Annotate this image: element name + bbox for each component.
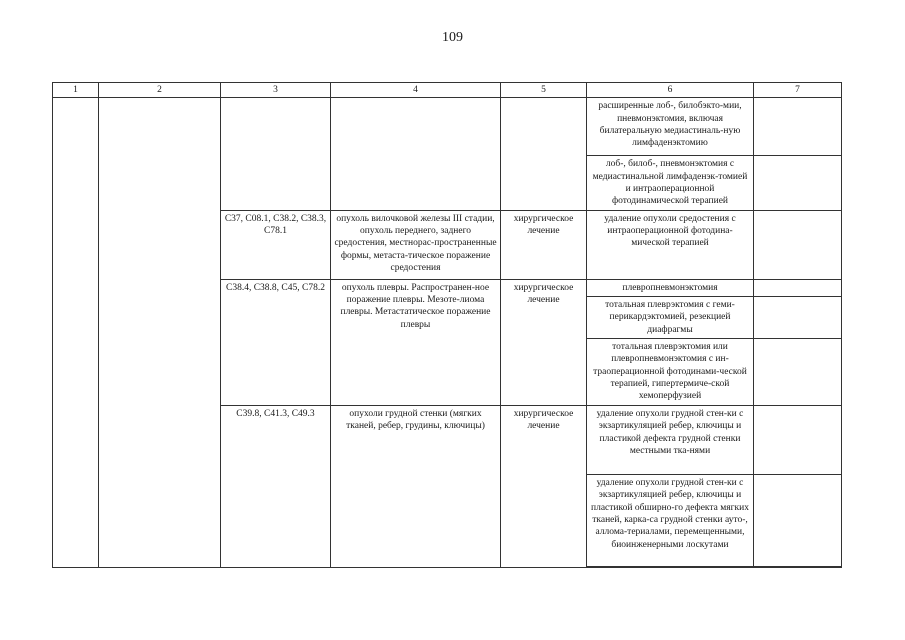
table-cell-col7 [754,339,842,406]
table-cell-method: удаление опухоли средостения с интраоперационной фотодина-мической терапией [587,210,754,279]
table-cell-method: плевропневмонэктомия [587,279,754,296]
table-cell-codes: C39.8, C41.3, C49.3 [221,405,331,567]
table-cell-method: удаление опухоли грудной стен-ки с экзартикуляцией ребер, ключицы и пластикой дефекта грудной стенки местными тка-нями [587,405,754,474]
column-number-2: 2 [99,83,221,98]
table-cell-codes: C38.4, C38.8, C45, C78.2 [221,279,331,405]
table-cell-treatment [501,98,587,210]
column-number-row [53,83,842,98]
table-cell-method: тотальная плеврэктомия или плевропневмонэктомия с ин-траоперационной фотодинами-ческой терапией, гипертермиче-ской хемоперфузией [587,339,754,406]
table-row [53,98,842,156]
treatment-table [52,82,842,568]
table-cell-col7 [754,210,842,279]
table-cell-method: расширенные лоб-, билобэкто-мии, пневмонэктомия, включая билатеральную медиастиналь-ную лимфаденэктомию [587,98,754,156]
table-cell-treatment: хирургическое лечение [501,279,587,405]
table-cell-method: удаление опухоли грудной стен-ки с экзартикуляцией ребер, ключицы и пластикой обширно-го дефекта мягких тканей, карка-са грудной стенки ауто-, аллома-териалами, перемещенными, биоинженерными лоскутами [587,474,754,566]
table-cell-description: опухоль вилочковой железы III стадии, опухоль переднего, заднего средостения, местнорас-пространенные формы, метаста-тическое поражение средостения [331,210,501,279]
column-number-4: 4 [331,83,501,98]
table-cell-col7 [754,405,842,474]
table-cell-col2 [99,98,221,567]
table-cell-codes [221,98,331,210]
table-cell-method: лоб-, билоб-, пневмонэктомия с медиастинальной лимфаденэк-томией и интраоперационной фотодинамической терапией [587,156,754,210]
table-cell-description: опухоли грудной стенки (мягких тканей, ребер, грудины, ключицы) [331,405,501,567]
column-number-5: 5 [501,83,587,98]
table-cell-treatment: хирургическое лечение [501,405,587,567]
table-cell-description: опухоль плевры. Распространен-ное поражение плевры. Мезоте-лиома плевры. Метастатическое поражение плевры [331,279,501,405]
table-cell-col7 [754,156,842,210]
table-cell-treatment: хирургическое лечение [501,210,587,279]
table-cell-col7 [754,297,842,339]
column-number-7: 7 [754,83,842,98]
table-cell-col7 [754,279,842,296]
table-cell-description [331,98,501,210]
table-cell-col7 [754,98,842,156]
column-number-1: 1 [53,83,99,98]
table-cell-col7 [754,474,842,566]
page-number: 109 [442,30,463,45]
table-cell-method [587,566,754,567]
table-cell-method: тотальная плеврэктомия с геми-перикардэктомией, резекцией диафрагмы [587,297,754,339]
table-cell-codes: C37, C08.1, C38.2, C38.3, C78.1 [221,210,331,279]
column-number-3: 3 [221,83,331,98]
column-number-6: 6 [587,83,754,98]
table-cell-col7 [754,566,842,567]
table-cell-col1 [53,98,99,567]
